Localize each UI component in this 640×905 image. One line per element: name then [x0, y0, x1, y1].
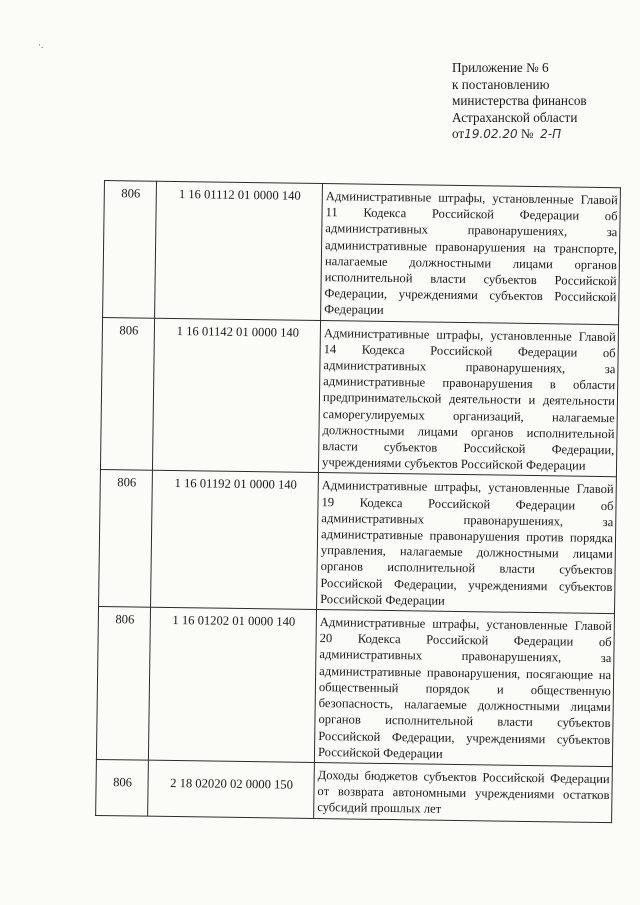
chapter-code-cell: 806 [103, 181, 157, 318]
appendix-header [452, 60, 632, 143]
scan-speck: ·. [38, 40, 44, 50]
header-line-ministry: министерства финансов [452, 93, 587, 109]
table-row [96, 607, 614, 767]
revenue-name-cell: Административные штрафы, установленные Главой 19 Кодекса Российской Федерации об административных правонарушениях, за административные правонарушения против порядка управления, налагаемые должностными лицами органов исполнительной власти субъектов Российской Федерации, учреждениями субъектов Российской Федерации [317, 473, 617, 614]
table-row [96, 759, 613, 822]
date-prefix: от [452, 126, 465, 142]
header-line-region: Астраханской области [452, 109, 578, 125]
number-prefix: № [520, 126, 534, 142]
revenue-codes-table [95, 180, 621, 823]
revenue-name-cell: Доходы бюджетов субъектов Российской Федерации от возврата автономными учреждениями остатков субсидий прошлых лет [314, 762, 613, 822]
revenue-name-cell: Административные штрафы, установленные Главой 20 Кодекса Российской Федерации об административных правонарушениях, за административные правонарушения, посягающие на общественный порядок и общественную безопасность, налагаемые должностными лицами органов исполнительной власти субъектов Российской Федерации, учреждениями субъектов Российской Федерации [314, 610, 614, 767]
handwritten-date: 19.02.20 [464, 127, 518, 142]
revenue-code-cell: 1 16 01142 01 0000 140 [152, 318, 320, 473]
revenue-code-cell: 1 16 01202 01 0000 140 [148, 607, 316, 762]
table-row [103, 181, 621, 325]
revenue-code-cell: 2 18 02020 02 0000 150 [148, 760, 315, 818]
revenue-name-cell: Административные штрафы, установленные Главой 14 Кодекса Российской Федерации об административных правонарушениях, за административные правонарушения в области предпринимательской деятельности и деятельности саморегулируемых организаций, налагаемые должностными лицами органов исполнительной власти субъектов Российской Федерации, учреждениями субъектов Российской Федерации [318, 320, 618, 477]
chapter-code-cell: 806 [99, 470, 153, 607]
revenue-name-cell: Административные штрафы, установленные Главой 11 Кодекса Российской Федерации об административных правонарушениях, за административные правонарушения на транспорте, налагаемые должностными лицами органов исполнительной власти субъектов Российской Федерации, учреждениями субъектов Российской Федерации [321, 184, 621, 325]
chapter-code-cell: 806 [96, 759, 149, 815]
handwritten-number: 2-П [540, 127, 562, 142]
header-line-resolution: к постановлению [452, 76, 550, 92]
header-line-appendix: Приложение № 6 [452, 60, 549, 75]
revenue-code-cell: 1 16 01112 01 0000 140 [155, 181, 323, 320]
revenue-code-cell: 1 16 01192 01 0000 140 [151, 471, 319, 610]
header-date-line [452, 126, 632, 143]
chapter-code-cell: 806 [96, 607, 150, 761]
table-row [100, 317, 618, 477]
table-row [99, 470, 617, 614]
chapter-code-cell: 806 [100, 317, 154, 471]
